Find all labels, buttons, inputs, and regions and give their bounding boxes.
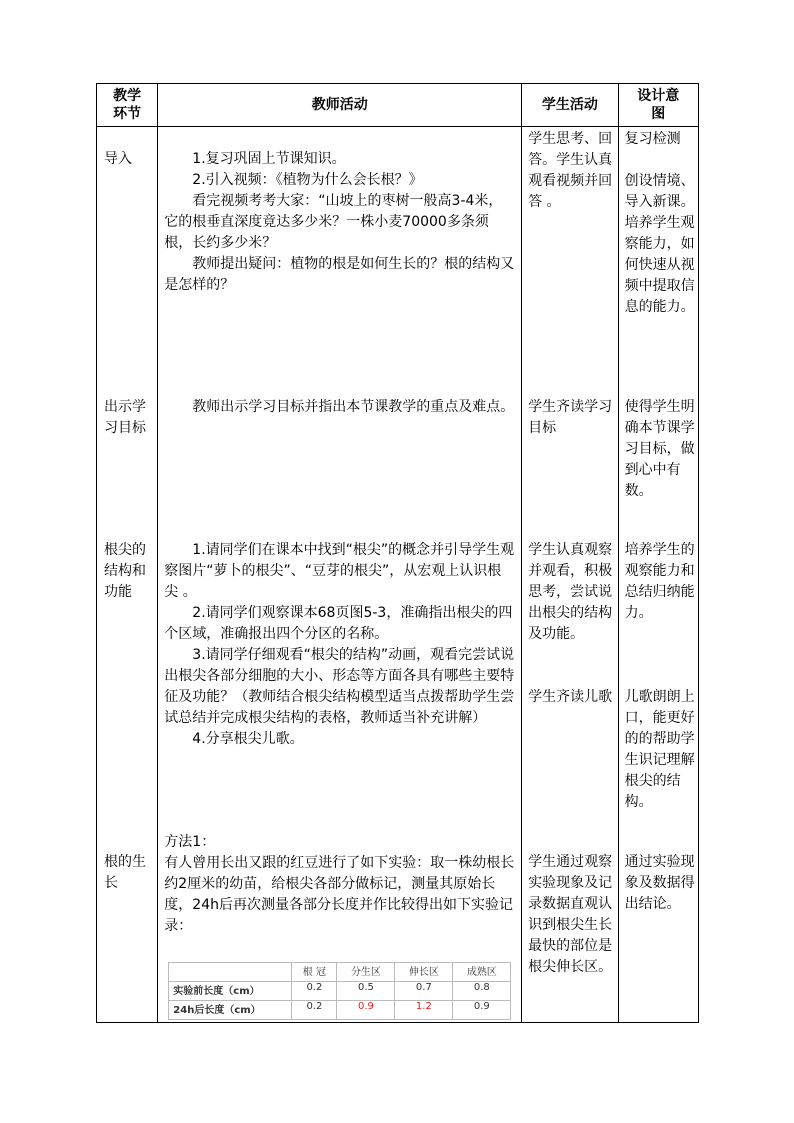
experiment-col-header: 分生区 <box>337 963 395 982</box>
intent-goal: 使得学生明确本节课学习目标，做到心中有数。 <box>624 399 695 499</box>
teacher-intro-p2: 2.引入视频：《植物为什么会长根？》 <box>192 172 423 188</box>
experiment-row-after <box>169 1001 511 1020</box>
experiment-cell: 0.2 <box>292 982 337 1001</box>
intent-root-tip-1: 培养学生的观察能力和总结归纳能力。 <box>624 542 695 621</box>
intent-column <box>618 127 698 1023</box>
student-root-tip-1: 学生认真观察并观看，积极思考，尝试说出根尖的结构及功能。 <box>528 542 613 642</box>
teacher-intro <box>164 149 514 296</box>
teacher-goal-text: 教师出示学习目标并指出本节课教学的重点及难点。 <box>192 399 515 415</box>
experiment-cell: 0.7 <box>395 982 453 1001</box>
experiment-cell: 0.8 <box>453 982 511 1001</box>
stage-goal: 出示学习目标 <box>104 399 146 436</box>
experiment-cell: 0.5 <box>337 982 395 1001</box>
experiment-row-label: 实验前长度（cm） <box>169 982 292 1001</box>
experiment-corner <box>169 963 292 982</box>
experiment-row-before <box>169 982 511 1001</box>
experiment-row-label: 24h后长度（cm） <box>169 1001 292 1020</box>
intent-intro-1: 复习检测 <box>624 131 681 147</box>
experiment-header-row <box>169 963 511 982</box>
experiment-col-header: 根 冠 <box>292 963 337 982</box>
teacher-root-tip-p1: 1.请同学们在课本中找到“根尖”的概念并引导学生观察图片“萝卜的根尖”、“豆芽的根尖”，从宏观上认识根尖 。 <box>164 542 515 600</box>
stage-root-tip: 根尖的结构和功能 <box>104 542 146 600</box>
teacher-growth-text: 有人曾用长出又跟的红豆进行了如下实验：取一株幼根长约2厘米的幼苗，给根尖各部分做标记，测量其原始长度，24h后再次测量各部分长度并作比较得出如下实验记录： <box>164 855 515 934</box>
teacher-growth-method: 方法1： <box>164 834 216 850</box>
teacher-intro-p4: 教师提出疑问：植物的根是如何生长的？根的结构又是怎样的？ <box>164 256 515 293</box>
header-teacher: 教师活动 <box>158 84 522 127</box>
header-student: 学生活动 <box>522 84 618 127</box>
student-intro: 学生思考、回答。学生认真观看视频并回答 。 <box>528 131 613 210</box>
experiment-col-header: 伸长区 <box>395 963 453 982</box>
teacher-root-tip <box>164 540 514 750</box>
intent-root-tip-2: 儿歌朗朗上口，能更好的的帮助学生识记理解根尖的结构。 <box>624 689 695 810</box>
intent-growth: 通过实验现象及数据得出结论。 <box>624 854 695 912</box>
student-growth: 学生通过观察实验现象及记录数据直观认识到根尖生长最快的部位是根尖伸长区。 <box>528 854 613 975</box>
content-row <box>97 127 699 1023</box>
teacher-root-tip-p2: 2.请同学们观察课本68页图5-3，准确指出根尖的四个区域，准确报出四个分区的名称。 <box>164 605 513 642</box>
stage-root-growth: 根的生长 <box>104 854 146 891</box>
header-intent: 设计意图 <box>618 84 698 127</box>
header-stage: 教学环节 <box>97 84 158 127</box>
stage-intro: 导入 <box>104 151 132 167</box>
experiment-col-header: 成熟区 <box>453 963 511 982</box>
experiment-record-image <box>168 962 511 1020</box>
teacher-growth <box>164 832 514 937</box>
student-column <box>522 127 618 1023</box>
header-row <box>97 84 699 127</box>
experiment-cell: 0.2 <box>292 1001 337 1020</box>
stage-column <box>97 127 158 1023</box>
teacher-root-tip-p3: 3.请同学仔细观看“根尖的结构”动画，观看完尝试说出根尖各部分细胞的大小、形态等方面各具有哪些主要特征及功能？（教师结合根尖结构模型适当点拨帮助学生尝试总结并完成根尖结构的表格，教师适当补充讲解） <box>164 647 515 726</box>
teacher-column <box>158 127 522 1023</box>
lesson-plan-table <box>96 83 699 1023</box>
student-root-tip-2: 学生齐读儿歌 <box>528 689 613 705</box>
teacher-intro-p3: 看完视频考考大家：“山坡上的枣树一般高3-4米，它的根垂直深度竟达多少米？一株小麦70000多条须根，长约多少米？ <box>164 193 503 251</box>
intent-intro-2: 创设情境、导入新课。培养学生观察能力，如何快速从视频中提取信息的能力。 <box>624 173 695 315</box>
experiment-cell-highlight: 0.9 <box>337 1001 395 1020</box>
teacher-goal <box>164 397 514 418</box>
student-goal: 学生齐读学习目标 <box>528 399 613 436</box>
experiment-cell: 0.9 <box>453 1001 511 1020</box>
experiment-table <box>168 962 511 1020</box>
experiment-cell-highlight: 1.2 <box>395 1001 453 1020</box>
teacher-root-tip-p4: 4.分享根尖儿歌。 <box>192 731 304 747</box>
teacher-intro-p1: 1.复习巩固上节课知识。 <box>192 151 346 167</box>
